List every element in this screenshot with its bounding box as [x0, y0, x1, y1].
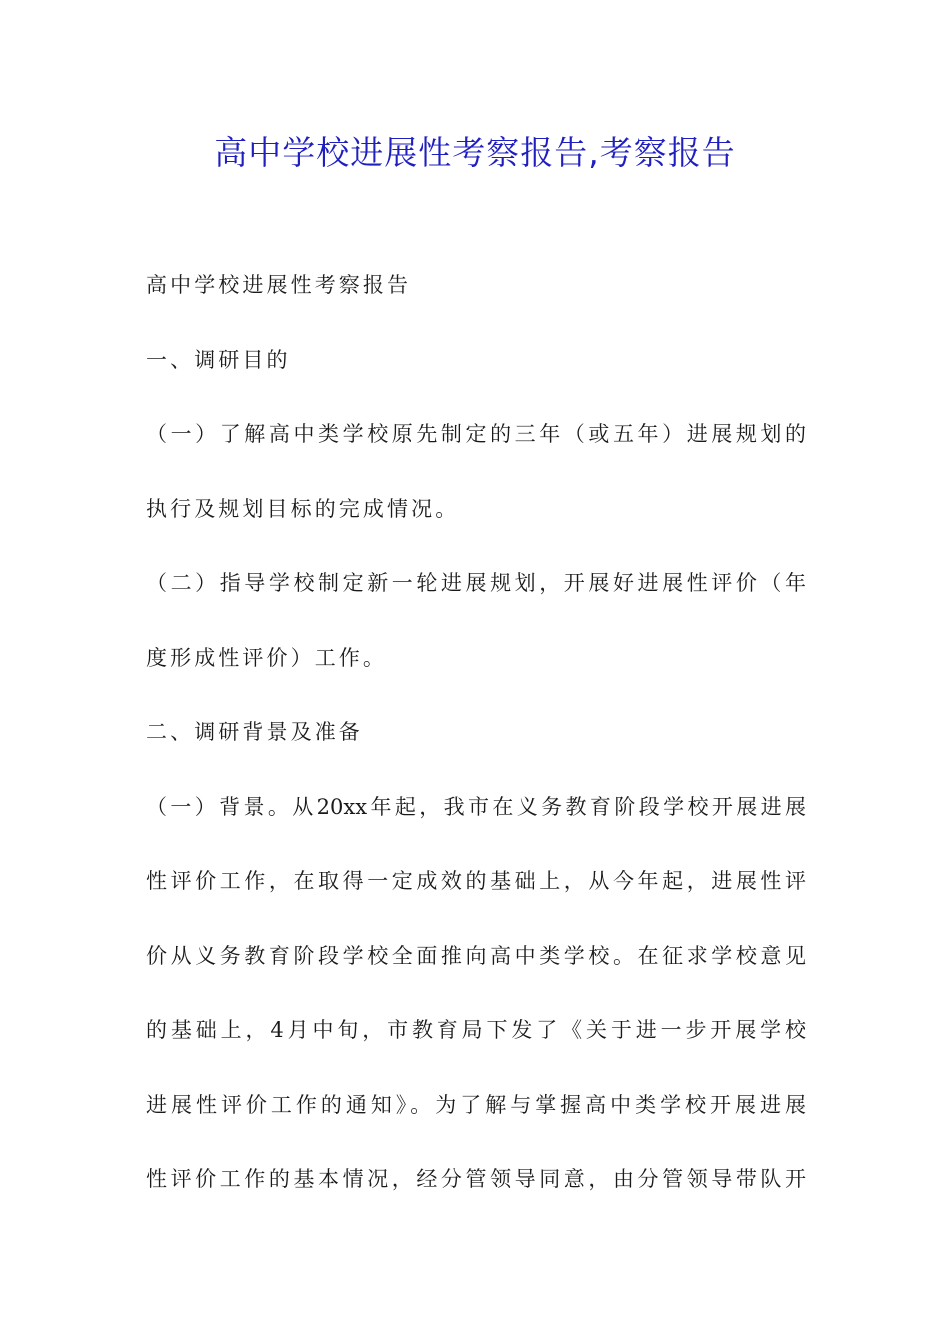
- paragraph-line: 执行及规划目标的完成情况。: [146, 496, 460, 521]
- paragraph-line: 进展性评价工作的通知》。为了解与掌握高中类学校开展进展: [146, 1092, 806, 1117]
- paragraph-line: （一）背景。从20xx年起，我市在义务教育阶段学校开展进展: [146, 794, 806, 819]
- paragraph-line: 的基础上，4月中旬，市教育局下发了《关于进一步开展学校: [146, 1018, 806, 1042]
- paragraph-heading: 高中学校进展性考察报告: [146, 273, 412, 297]
- document-title: 高中学校进展性考察报告,考察报告: [214, 133, 736, 172]
- section-heading-purpose: 一、调研目的: [146, 347, 291, 372]
- section-heading-background: 二、调研背景及准备: [146, 720, 363, 744]
- paragraph-line: 性评价工作的基本情况，经分管领导同意，由分管领导带队开: [146, 1167, 806, 1191]
- paragraph-line: （二）指导学校制定新一轮进展规划，开展好进展性评价（年: [146, 571, 806, 595]
- paragraph-line: （一）了解高中类学校原先制定的三年（或五年）进展规划的: [146, 422, 806, 446]
- paragraph-line: 性评价工作，在取得一定成效的基础上，从今年起，进展性评: [146, 869, 806, 893]
- paragraph-line: 度形成性评价）工作。: [146, 645, 387, 670]
- paragraph-line: 价从义务教育阶段学校全面推向高中类学校。在征求学校意见: [146, 943, 806, 968]
- document-body: [146, 262, 806, 1231]
